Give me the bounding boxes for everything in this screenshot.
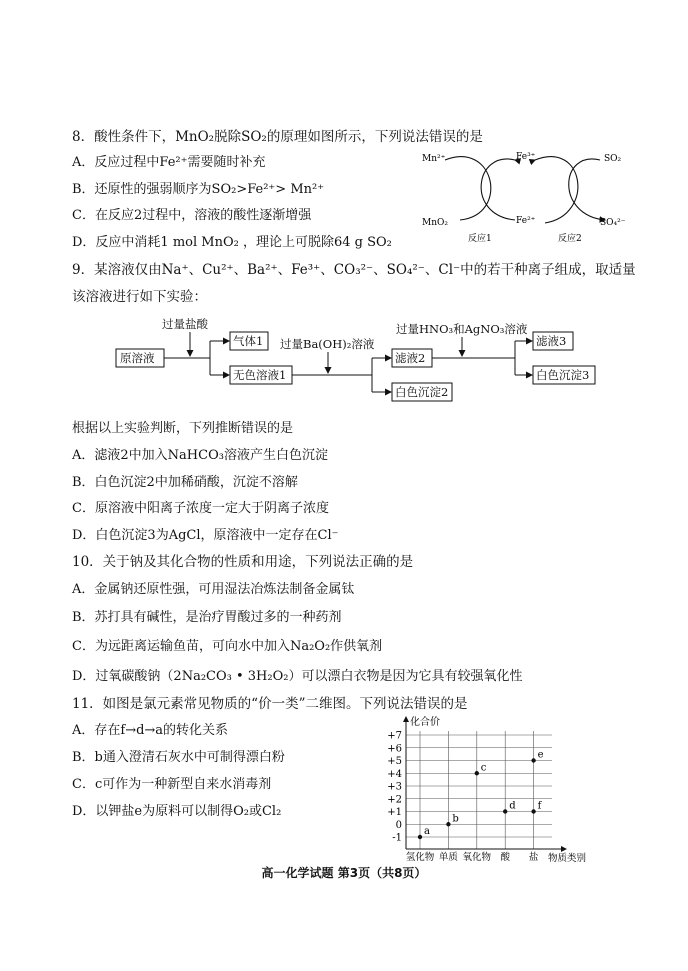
- q10-option-a: A．金属钠还原性强，可用湿法冶炼法制备金属钛: [72, 582, 355, 597]
- page-footer: 高一化学试题 第3页（共8页）: [261, 866, 427, 880]
- x-category-label: 氧化物: [462, 852, 492, 863]
- data-point-c: [475, 771, 479, 775]
- text-gas1: 气体1: [233, 334, 264, 348]
- q8-option-b: B．还原性的强弱顺序为SO₂>Fe²⁺> Mn²⁺: [72, 182, 325, 197]
- reaction1-left-arc: [445, 157, 491, 220]
- q10-option-d: D．过氧碳酸钠（2Na₂CO₃ • 3H₂O₂）可以漂白衣物是因为它具有较强氧化性: [72, 669, 523, 684]
- label-so2: SO₂: [604, 154, 622, 164]
- y-tick-label: 0: [395, 819, 402, 831]
- q11-option-a: A．存在f→d→a的转化关系: [72, 723, 229, 738]
- q9-option-c: C．原溶液中阳离子浓度一定大于阴离子浓度: [72, 501, 329, 516]
- text-reagent1: 过量盐酸: [162, 318, 208, 331]
- data-point-f: [531, 809, 535, 813]
- y-tick-label: -1: [392, 832, 402, 844]
- data-point-e: [531, 758, 535, 762]
- label-mn2: Mn²⁺: [422, 154, 446, 164]
- reaction1-right-arc: [481, 159, 515, 220]
- valence-class-chart: [368, 713, 588, 865]
- q9-option-a: A．滤液2中加入NaHCO₃溶液产生白色沉淀: [72, 448, 328, 463]
- label-reaction1: 反应1: [468, 234, 492, 244]
- q8-stem: 8．酸性条件下，MnO₂脱除SO₂的原理如图所示，下列说法错误的是: [72, 129, 483, 145]
- q9-option-b: B．白色沉淀2中加稀硝酸，沉淀不溶解: [72, 475, 298, 490]
- data-point-label-a: a: [424, 826, 430, 837]
- y-tick-label: +4: [387, 768, 402, 780]
- text-original: 原溶液: [120, 351, 155, 365]
- x-category-label: 盐: [528, 852, 539, 863]
- y-tick-label: +7: [387, 730, 402, 742]
- label-fe2: Fe²⁺: [516, 216, 536, 226]
- q9-flowchart: [110, 318, 620, 408]
- data-point-label-b: b: [452, 813, 459, 825]
- reaction2-right-arc: [569, 159, 605, 220]
- x-category-label: 单质: [438, 852, 458, 863]
- y-tick-label: +3: [387, 781, 402, 793]
- q8-option-c: C．在反应2过程中，溶液的酸性逐渐增强: [72, 208, 312, 223]
- q10-option-c: C．为远距离运输鱼苗，可向水中加入Na₂O₂作供氧剂: [72, 639, 383, 654]
- y-tick-label: +2: [387, 794, 402, 806]
- text-reagent2: 过量Ba(OH)₂溶液: [280, 337, 375, 351]
- x-category-label: 氢化物: [405, 852, 435, 863]
- q9-option-d: D．白色沉淀3为AgCl，原溶液中一定存在Cl⁻: [72, 528, 339, 543]
- data-point-label-f: f: [537, 800, 542, 812]
- text-white3: 白色沉淀3: [536, 368, 590, 382]
- data-point-b: [446, 822, 450, 826]
- y-tick-label: +6: [387, 743, 402, 755]
- text-colorless1: 无色溶液1: [233, 368, 287, 382]
- label-mno2: MnO₂: [422, 218, 448, 228]
- q8-option-a: A．反应过程中Fe²⁺需要随时补充: [72, 155, 266, 170]
- y-tick-label: +5: [387, 756, 402, 767]
- text-filtrate2: 滤液2: [395, 351, 426, 365]
- q9-stem-line1: 9．某溶液仅由Na⁺、Cu²⁺、Ba²⁺、Fe³⁺、CO₃²⁻、SO₄²⁻、Cl⁻中的若干种离子组成，取适量: [72, 262, 636, 278]
- q11-option-b: B．b通入澄清石灰水中可制得漂白粉: [72, 750, 285, 765]
- q9-stem-line2: 该溶液进行如下实验：: [72, 289, 207, 305]
- x-category-label: 酸: [500, 852, 510, 863]
- text-white2: 白色沉淀2: [395, 385, 449, 399]
- chart-ylabel: 化合价: [410, 717, 440, 728]
- text-reagent3: 过量HNO₃和AgNO₃溶液: [396, 322, 528, 336]
- text-filtrate3: 滤液3: [536, 334, 567, 348]
- y-tick-label: +1: [387, 807, 402, 818]
- data-point-label-c: c: [480, 762, 487, 774]
- data-point-d: [503, 809, 507, 813]
- chart-xlabel: 物质类别: [548, 853, 587, 864]
- q8-cycle-diagram: [420, 145, 630, 245]
- label-fe3: Fe³⁺: [516, 152, 536, 162]
- q10-option-b: B．苏打具有碱性，是治疗胃酸过多的一种药剂: [72, 610, 342, 625]
- q10-stem: 10．关于钠及其化合物的性质和用途，下列说法正确的是: [72, 554, 414, 570]
- q11-option-c: C．c可作为一种新型自来水消毒剂: [72, 777, 272, 792]
- data-point-label-e: e: [537, 749, 544, 761]
- reaction2-left-arc: [535, 157, 578, 223]
- q9-lead: 根据以上实验判断，下列推断错误的是: [72, 421, 294, 436]
- data-point-label-d: d: [509, 800, 516, 812]
- q8-option-d: D．反应中消耗1 mol MnO₂ ，理论上可脱除64 g SO₂: [72, 235, 392, 250]
- label-so4: SO₄²⁻: [600, 218, 626, 228]
- q11-stem: 11．如图是氯元素常见物质的“价一类”二维图。下列说法错误的是: [72, 696, 468, 712]
- label-reaction2: 反应2: [558, 234, 582, 244]
- data-point-a: [418, 835, 422, 839]
- q11-option-d: D．以钾盐e为原料可以制得O₂或Cl₂: [72, 804, 282, 819]
